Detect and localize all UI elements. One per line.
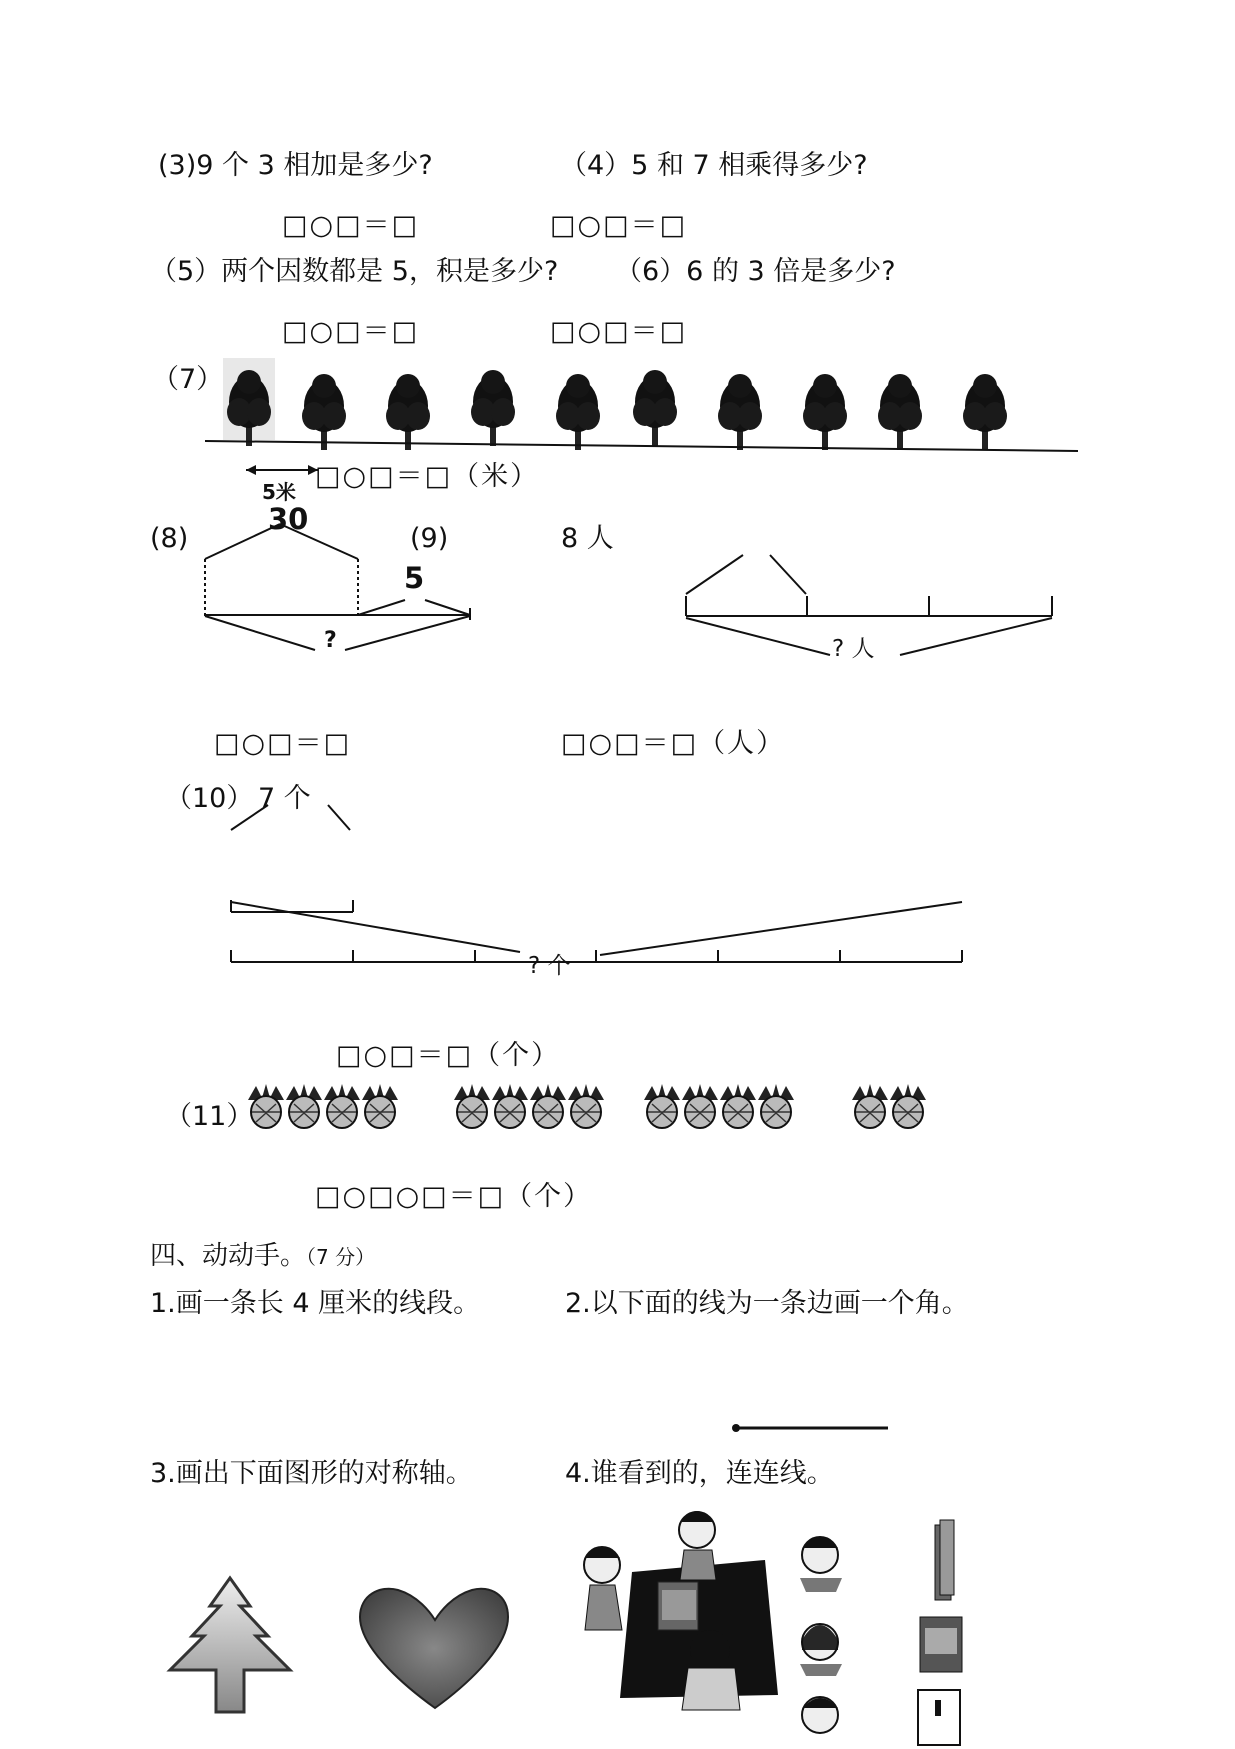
- q11-equation[interactable]: □○□○□＝□（个）: [315, 1181, 593, 1212]
- tree-6: [633, 370, 677, 446]
- q10-label: （10）: [165, 783, 254, 814]
- q9b-equation[interactable]: □○□＝□（人）: [561, 728, 786, 759]
- q8-top-value: 30: [268, 502, 309, 536]
- q7-equation[interactable]: □○□＝□（米）: [315, 461, 540, 492]
- q8-equation[interactable]: □○□＝□: [214, 728, 352, 759]
- q7-distance-label: 5米: [262, 480, 296, 504]
- q5-equation[interactable]: □○□＝□: [282, 316, 420, 347]
- tree-8: [803, 374, 847, 450]
- q9-value: 5: [404, 561, 425, 595]
- q10-equation[interactable]: □○□＝□（个）: [336, 1040, 561, 1071]
- q6-equation[interactable]: □○□＝□: [550, 316, 688, 347]
- section4-item3: 3.画出下面图形的对称轴。: [150, 1458, 473, 1489]
- q4-equation[interactable]: □○□＝□: [550, 210, 688, 241]
- q3-text: (3)9 个 3 相加是多少?: [158, 150, 433, 181]
- tree-7: [718, 374, 762, 450]
- fir-tree-shape: [170, 1578, 290, 1712]
- section4-item2: 2.以下面的线为一条边画一个角。: [565, 1288, 969, 1319]
- q8-label: (8): [150, 523, 189, 554]
- heart-shape: [360, 1589, 508, 1708]
- book-views-column: [918, 1520, 962, 1745]
- tree-9: [878, 374, 922, 450]
- q10-top-label: 7 个: [258, 783, 311, 814]
- kid-heads-column: [800, 1537, 842, 1734]
- q6-text: （6）6 的 3 倍是多少?: [615, 256, 896, 287]
- q9b-question: ? 人: [832, 636, 875, 662]
- ground-line: [205, 441, 1078, 451]
- section4-item1: 1.画一条长 4 厘米的线段。: [150, 1288, 481, 1319]
- tree-10: [963, 374, 1007, 450]
- q10-diagram: [231, 805, 962, 962]
- q3-equation[interactable]: □○□＝□: [282, 210, 420, 241]
- section4-score: （7 分）: [306, 1245, 376, 1269]
- section4-item4: 4.谁看到的，连连线。: [565, 1458, 834, 1489]
- q5-text: （5）两个因数都是 5，积是多少?: [150, 256, 559, 287]
- pineapple-groups: [248, 1084, 926, 1128]
- tree-4: [471, 370, 515, 446]
- section4-title: [150, 1243, 375, 1269]
- children-scene: [584, 1511, 778, 1710]
- q9b-top-label: 8 人: [561, 523, 614, 554]
- tree-5: [556, 374, 600, 450]
- section4-title-text: 四、动动手。: [150, 1241, 307, 1271]
- q9-label: (9): [410, 523, 449, 554]
- q7-label: （7）: [152, 364, 224, 395]
- q4-text: （4）5 和 7 相乘得多少?: [560, 150, 868, 181]
- q10-question: ? 个: [528, 953, 571, 979]
- q11-label: （11）: [165, 1101, 254, 1132]
- tree-3: [386, 374, 430, 450]
- tree-2: [302, 374, 346, 450]
- tree-row: [227, 370, 1007, 450]
- q8-question: ?: [324, 628, 337, 653]
